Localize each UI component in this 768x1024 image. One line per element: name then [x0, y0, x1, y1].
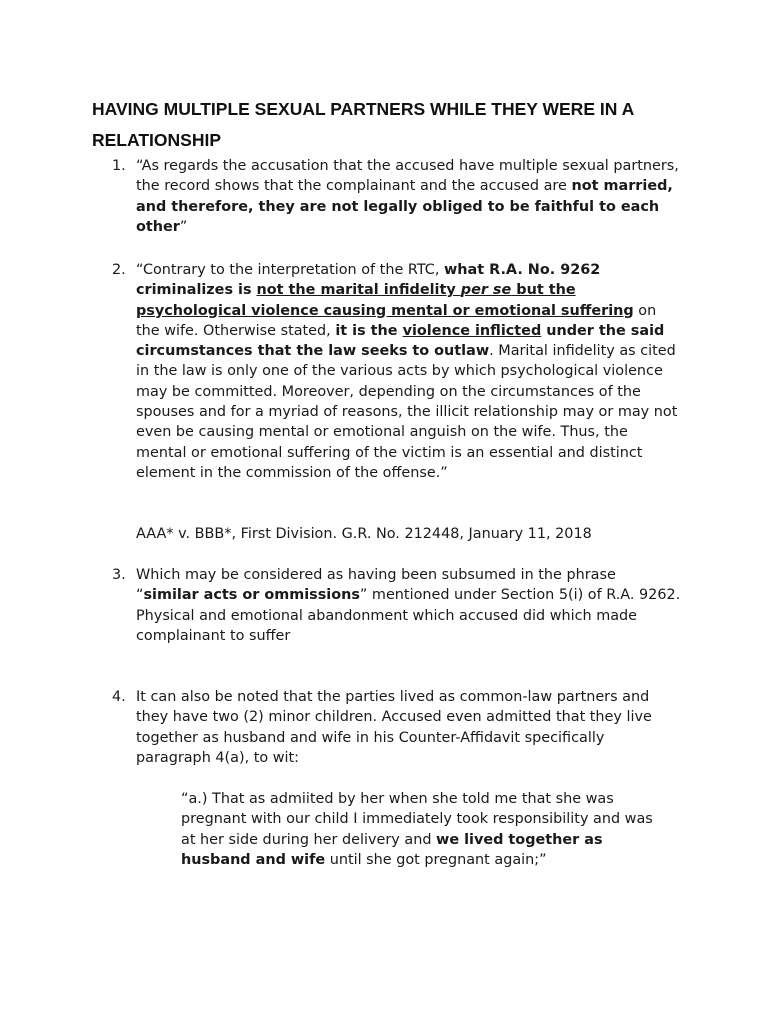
bold-underlined-text: violence inflicted [402, 322, 542, 339]
item-text [136, 260, 682, 483]
bold-text: we lived together as husband and wife [181, 831, 603, 868]
bold-text: it is the [335, 322, 403, 339]
list-item-2 [112, 260, 682, 483]
text-run: ” mentioned under Section 5(i) of R.A. 9262. [359, 587, 681, 604]
item-number: 2. [112, 262, 126, 278]
item-text [136, 687, 682, 768]
text-run: Physical and emotional abandonment which accused did which made complainant to suffer [136, 607, 638, 644]
text-run: “Contrary to the interpretation of the RTC, [136, 262, 444, 278]
text-run: ” [179, 218, 188, 235]
case-citation: AAA* v. BBB*, First Division. G.R. No. 212448, January 11, 2018 [136, 526, 592, 542]
text-run: “As regards the accusation that the accused have multiple sexual partners, the record shows that the complainant and the accused are [136, 158, 679, 195]
text-run: on the wife. Otherwise stated, [136, 302, 657, 339]
list-item-1 [112, 156, 682, 237]
item-number: 1. [112, 158, 126, 174]
bold-italic-underlined-text: per se [460, 282, 512, 299]
bold-underlined-text: not the marital infidelity [256, 282, 461, 299]
quoted-paragraph [181, 789, 671, 870]
item-number: 4. [112, 689, 126, 705]
page-title: HAVING MULTIPLE SEXUAL PARTNERS WHILE THEY WERE IN A RELATIONSHIP [92, 99, 634, 150]
text-run: It can also be noted that the parties lived as common-law partners and they have two (2) minor children. Accused even admitted that they live together as husband and wife in his Counter-Affidavit specifically paragraph 4(a), to wit: [136, 689, 652, 766]
item-text [136, 156, 682, 237]
text-run: “a.) That as admiited by her when she told me that she was pregnant with our child I immediately took responsibility and was at her side during her delivery and [181, 791, 653, 848]
bold-text: what R.A. No. 9262 criminalizes is [136, 262, 601, 299]
bold-text: under the said circumstances that the law seeks to outlaw [136, 322, 665, 360]
bold-text: not married, and therefore, they are not legally obliged to be faithful to each other [136, 178, 673, 235]
text-run: until she got pregnant again;” [325, 851, 547, 868]
item-number: 3. [112, 567, 126, 583]
list-item-4 [112, 687, 682, 768]
bold-text: similar acts or ommissions [143, 587, 360, 604]
bold-underlined-text: but the psychological violence causing mental or emotional suffering [136, 282, 634, 319]
item-text [136, 565, 682, 646]
list-item-3 [112, 565, 682, 646]
text-run: . Marital infidelity as cited in the law is only one of the various acts by which psychological violence may be committed. Moreover, depending on the circumstances of the spouses and for a myriad of reasons, the illicit relationship may or may not even be causing mental or emotional anguish on the wife. Thus, the mental or emotional suffering of the victim is an essential and distinct element in the commission of the offense.” [136, 343, 678, 481]
text-run: Which may be considered as having been subsumed in the phrase “ [136, 567, 616, 604]
